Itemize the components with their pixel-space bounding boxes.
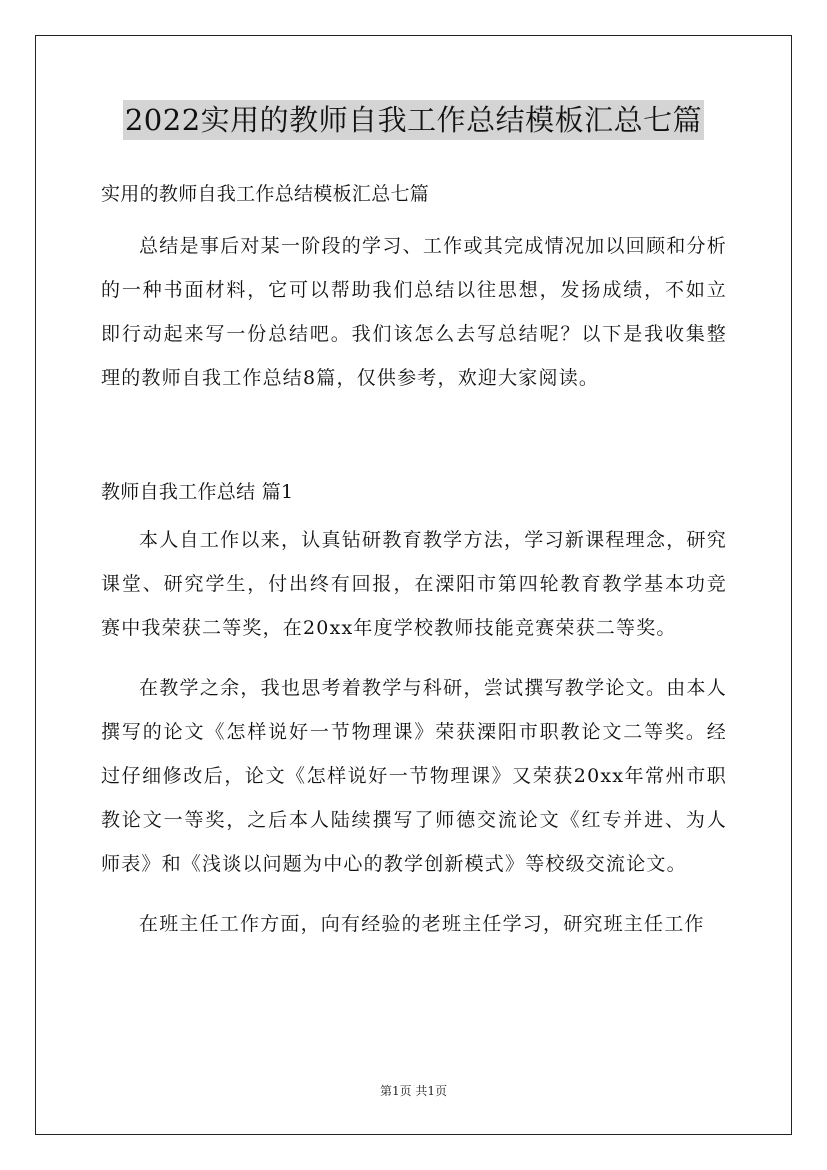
title-container [0,100,827,140]
intro-paragraph: 总结是事后对某一阶段的学习、工作或其完成情况加以回顾和分析的一种书面材料，它可以帮助我们总结以往思想，发扬成绩，不如立即行动起来写一份总结吧。我们该怎么去写总结呢？以下是我收集整理的教师自我工作总结8篇，仅供参考，欢迎大家阅读。 [101,235,727,389]
body-paragraph: 本人自工作以来，认真钻研教育教学方法，学习新课程理念，研究课堂、研究学生，付出终有回报，在溧阳市第四轮教育教学基本功竞赛中我荣获二等奖，在20xx年度学校教师技能竞赛荣获二等奖。 [101,529,727,639]
body-paragraph: 在教学之余，我也思考着教学与科研，尝试撰写教学论文。由本人撰写的论文《怎样说好一节物理课》荣获溧阳市职教论文二等奖。经过仔细修改后，论文《怎样说好一节物理课》又荣获20xx年常州市职教论文一等奖，之后本人陆续撰写了师德交流论文《红专并进、为人师表》和《浅谈以问题为中心的教学创新模式》等校级交流论文。 [101,677,727,875]
body-paragraph: 在班主任工作方面，向有经验的老班主任学习，研究班主任工作 [139,913,705,935]
document-subtitle: 实用的教师自我工作总结模板汇总七篇 [101,183,430,205]
document-title: 2022实用的教师自我工作总结模板汇总七篇 [123,100,704,140]
page-footer: 第1页 共1页 [379,1084,448,1098]
section-heading: 教师自我工作总结 篇1 [101,481,294,503]
document-body [101,172,727,946]
